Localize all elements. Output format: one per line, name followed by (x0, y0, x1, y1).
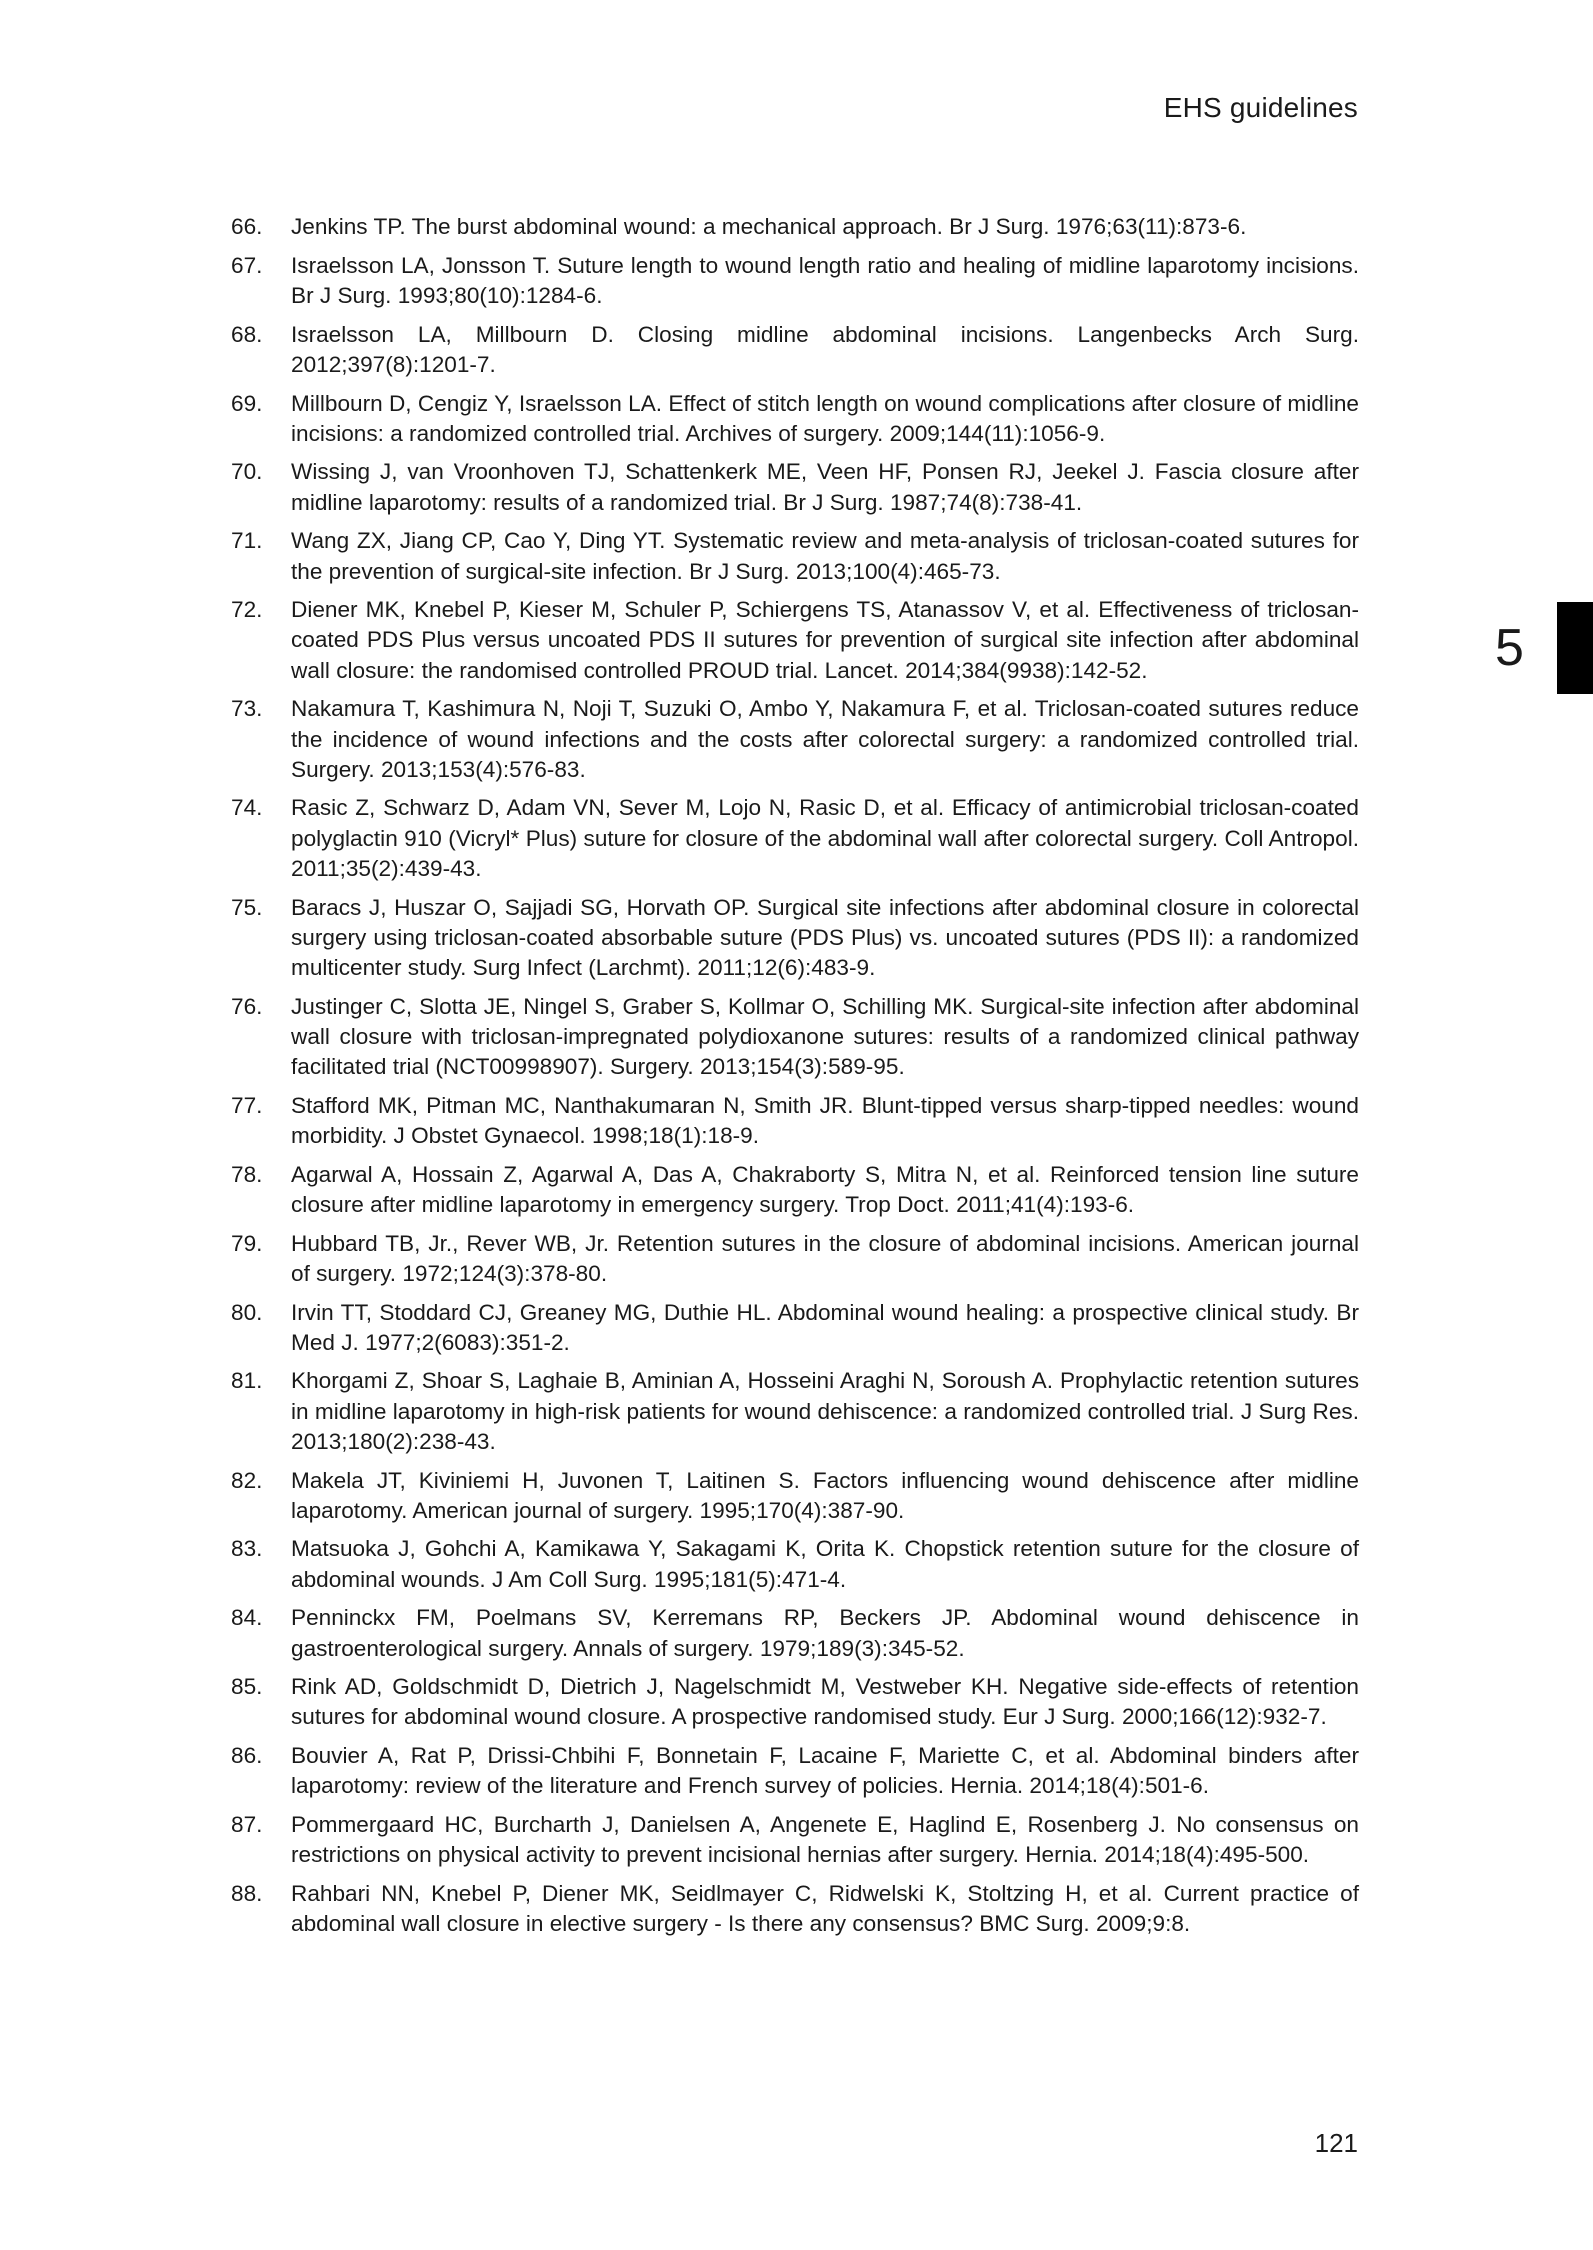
reference-item (231, 1160, 1359, 1220)
chapter-number: 5 (1495, 619, 1524, 677)
reference-item (231, 389, 1359, 449)
chapter-tab-marker (1557, 602, 1593, 694)
reference-number: 84. (231, 1605, 263, 1631)
reference-text: Rink AD, Goldschmidt D, Dietrich J, Nagelschmidt M, Vestweber KH. Negative side-effects of retention sutures for abdominal wound closure. A prospective randomised study. Eur J Surg. 2000;166(12):932-7. (291, 1674, 1359, 1730)
reference-number: 85. (231, 1674, 263, 1700)
reference-text: Rasic Z, Schwarz D, Adam VN, Sever M, Lojo N, Rasic D, et al. Efficacy of antimicrobial triclosan-coated polyglactin 910 (Vicryl* Plus) suture for closure of the abdominal wall after colorectal surgery. Coll Antropol. 2011;35(2):439-43. (291, 795, 1359, 881)
reference-item (231, 1091, 1359, 1151)
reference-number: 74. (231, 795, 263, 821)
reference-item (231, 595, 1359, 686)
reference-item (231, 1810, 1359, 1870)
reference-text: Khorgami Z, Shoar S, Laghaie B, Aminian A, Hosseini Araghi N, Soroush A. Prophylactic retention sutures in midline laparotomy in high-risk patients for wound dehiscence: a randomized controlled trial. J Surg Res. 2013;180(2):238-43. (291, 1368, 1359, 1454)
reference-text: Rahbari NN, Knebel P, Diener MK, Seidlmayer C, Ridwelski K, Stoltzing H, et al. Current practice of abdominal wall closure in elective surgery - Is there any consensus? BMC Surg. 2009;9:8. (291, 1880, 1359, 1937)
reference-text: Nakamura T, Kashimura N, Noji T, Suzuki O, Ambo Y, Nakamura F, et al. Triclosan-coated sutures reduce the incidence of wound infections and the costs after colorectal surgery: a randomized controlled trial. Surgery. 2013;153(4):576-83. (291, 696, 1359, 782)
reference-number: 88. (231, 1880, 263, 1906)
reference-number: 70. (231, 459, 263, 485)
reference-item (231, 212, 1359, 242)
reference-text: Matsuoka J, Gohchi A, Kamikawa Y, Sakagami K, Orita K. Chopstick retention suture for the closure of abdominal wounds. J Am Coll Surg. 1995;181(5):471-4. (291, 1536, 1359, 1592)
reference-number: 71. (231, 528, 263, 554)
reference-text: Irvin TT, Stoddard CJ, Greaney MG, Duthie HL. Abdominal wound healing: a prospective clinical study. Br Med J. 1977;2(6083):351-2. (291, 1299, 1359, 1355)
reference-item (231, 1298, 1359, 1358)
reference-item (231, 251, 1359, 311)
reference-number: 68. (231, 321, 263, 347)
reference-text: Pommergaard HC, Burcharth J, Danielsen A, Angenete E, Haglind E, Rosenberg J. No consensus on restrictions on physical activity to prevent incisional hernias after surgery. Hernia. 2014;18(4):495-500. (291, 1812, 1359, 1868)
reference-item (231, 793, 1359, 884)
reference-text: Israelsson LA, Jonsson T. Suture length to wound length ratio and healing of midline laparotomy incisions. Br J Surg. 1993;80(10):1284-6. (291, 252, 1359, 308)
running-header: EHS guidelines (1163, 92, 1358, 123)
reference-text: Israelsson LA, Millbourn D. Closing midline abdominal incisions. Langenbecks Arch Surg. 2012;397(8):1201-7. (291, 321, 1359, 377)
reference-text: Justinger C, Slotta JE, Ningel S, Graber S, Kollmar O, Schilling MK. Surgical-site infection after abdominal wall closure with triclosan-impregnated polydioxanone sutures: results of a randomized clinical pathway facilitated trial (NCT00998907). Surgery. 2013;154(3):589-95. (291, 993, 1359, 1080)
reference-number: 72. (231, 597, 263, 623)
reference-item (231, 1366, 1359, 1457)
reference-item (231, 1466, 1359, 1526)
reference-number: 67. (231, 252, 263, 278)
reference-list (231, 212, 1359, 1948)
reference-item (231, 1741, 1359, 1801)
reference-number: 66. (231, 214, 263, 239)
reference-number: 81. (231, 1368, 263, 1394)
reference-number: 87. (231, 1812, 263, 1838)
reference-text: Wang ZX, Jiang CP, Cao Y, Ding YT. Systematic review and meta-analysis of triclosan-coated sutures for the prevention of surgical-site infection. Br J Surg. 2013;100(4):465-73. (291, 528, 1359, 584)
reference-number: 77. (231, 1092, 263, 1118)
reference-text: Hubbard TB, Jr., Rever WB, Jr. Retention sutures in the closure of abdominal incisions. American journal of surgery. 1972;124(3):378-80. (291, 1230, 1359, 1286)
page-number: 121 (1314, 2128, 1358, 2158)
reference-number: 80. (231, 1299, 263, 1325)
reference-text: Diener MK, Knebel P, Kieser M, Schuler P, Schiergens TS, Atanassov V, et al. Effectiveness of triclosan-coated PDS Plus versus uncoated PDS II sutures for prevention of surgical site infection after abdominal wall closure: the randomised controlled PROUD trial. Lancet. 2014;384(9938):142-52. (291, 597, 1359, 683)
reference-text: Stafford MK, Pitman MC, Nanthakumaran N, Smith JR. Blunt-tipped versus sharp-tipped needles: wound morbidity. J Obstet Gynaecol. 1998;18(1):18-9. (291, 1092, 1359, 1148)
reference-item (231, 694, 1359, 785)
reference-item (231, 1534, 1359, 1594)
reference-text: Millbourn D, Cengiz Y, Israelsson LA. Effect of stitch length on wound complications after closure of midline incisions: a randomized controlled trial. Archives of surgery. 2009;144(11):1056-9. (291, 390, 1359, 446)
reference-text: Bouvier A, Rat P, Drissi-Chbihi F, Bonnetain F, Lacaine F, Mariette C, et al. Abdominal binders after laparotomy: review of the literature and French survey of policies. Hernia. 2014;18(4):501-6. (291, 1743, 1359, 1799)
reference-text: Agarwal A, Hossain Z, Agarwal A, Das A, Chakraborty S, Mitra N, et al. Reinforced tension line suture closure after midline laparotomy in emergency surgery. Trop Doct. 2011;41(4):193-6. (291, 1161, 1359, 1217)
reference-number: 73. (231, 696, 263, 722)
reference-item (231, 1879, 1359, 1939)
reference-number: 69. (231, 390, 263, 416)
reference-text: Makela JT, Kiviniemi H, Juvonen T, Laitinen S. Factors influencing wound dehiscence after midline laparotomy. American journal of surgery. 1995;170(4):387-90. (291, 1467, 1359, 1523)
reference-text: Wissing J, van Vroonhoven TJ, Schattenkerk ME, Veen HF, Ponsen RJ, Jeekel J. Fascia closure after midline laparotomy: results of a randomized trial. Br J Surg. 1987;74(8):738-41. (291, 459, 1359, 515)
reference-item (231, 1229, 1359, 1289)
reference-text: Penninckx FM, Poelmans SV, Kerremans RP, Beckers JP. Abdominal wound dehiscence in gastroenterological surgery. Annals of surgery. 1979;189(3):345-52. (291, 1605, 1359, 1661)
reference-item (231, 320, 1359, 380)
reference-text: Jenkins TP. The burst abdominal wound: a mechanical approach. Br J Surg. 1976;63(11):873-6. (291, 214, 1247, 239)
reference-number: 82. (231, 1467, 263, 1493)
reference-number: 76. (231, 993, 263, 1019)
reference-number: 86. (231, 1743, 263, 1769)
reference-item (231, 457, 1359, 517)
reference-item (231, 1603, 1359, 1663)
reference-item (231, 1672, 1359, 1732)
reference-number: 79. (231, 1230, 263, 1256)
reference-item (231, 893, 1359, 984)
reference-number: 83. (231, 1536, 263, 1562)
reference-number: 78. (231, 1161, 263, 1187)
reference-item (231, 992, 1359, 1083)
reference-item (231, 526, 1359, 586)
reference-number: 75. (231, 894, 263, 920)
reference-text: Baracs J, Huszar O, Sajjadi SG, Horvath OP. Surgical site infections after abdominal closure in colorectal surgery using triclosan-coated absorbable suture (PDS Plus) vs. uncoated sutures (PDS II): a randomized multicenter study. Surg Infect (Larchmt). 2011;12(6):483-9. (291, 894, 1359, 980)
